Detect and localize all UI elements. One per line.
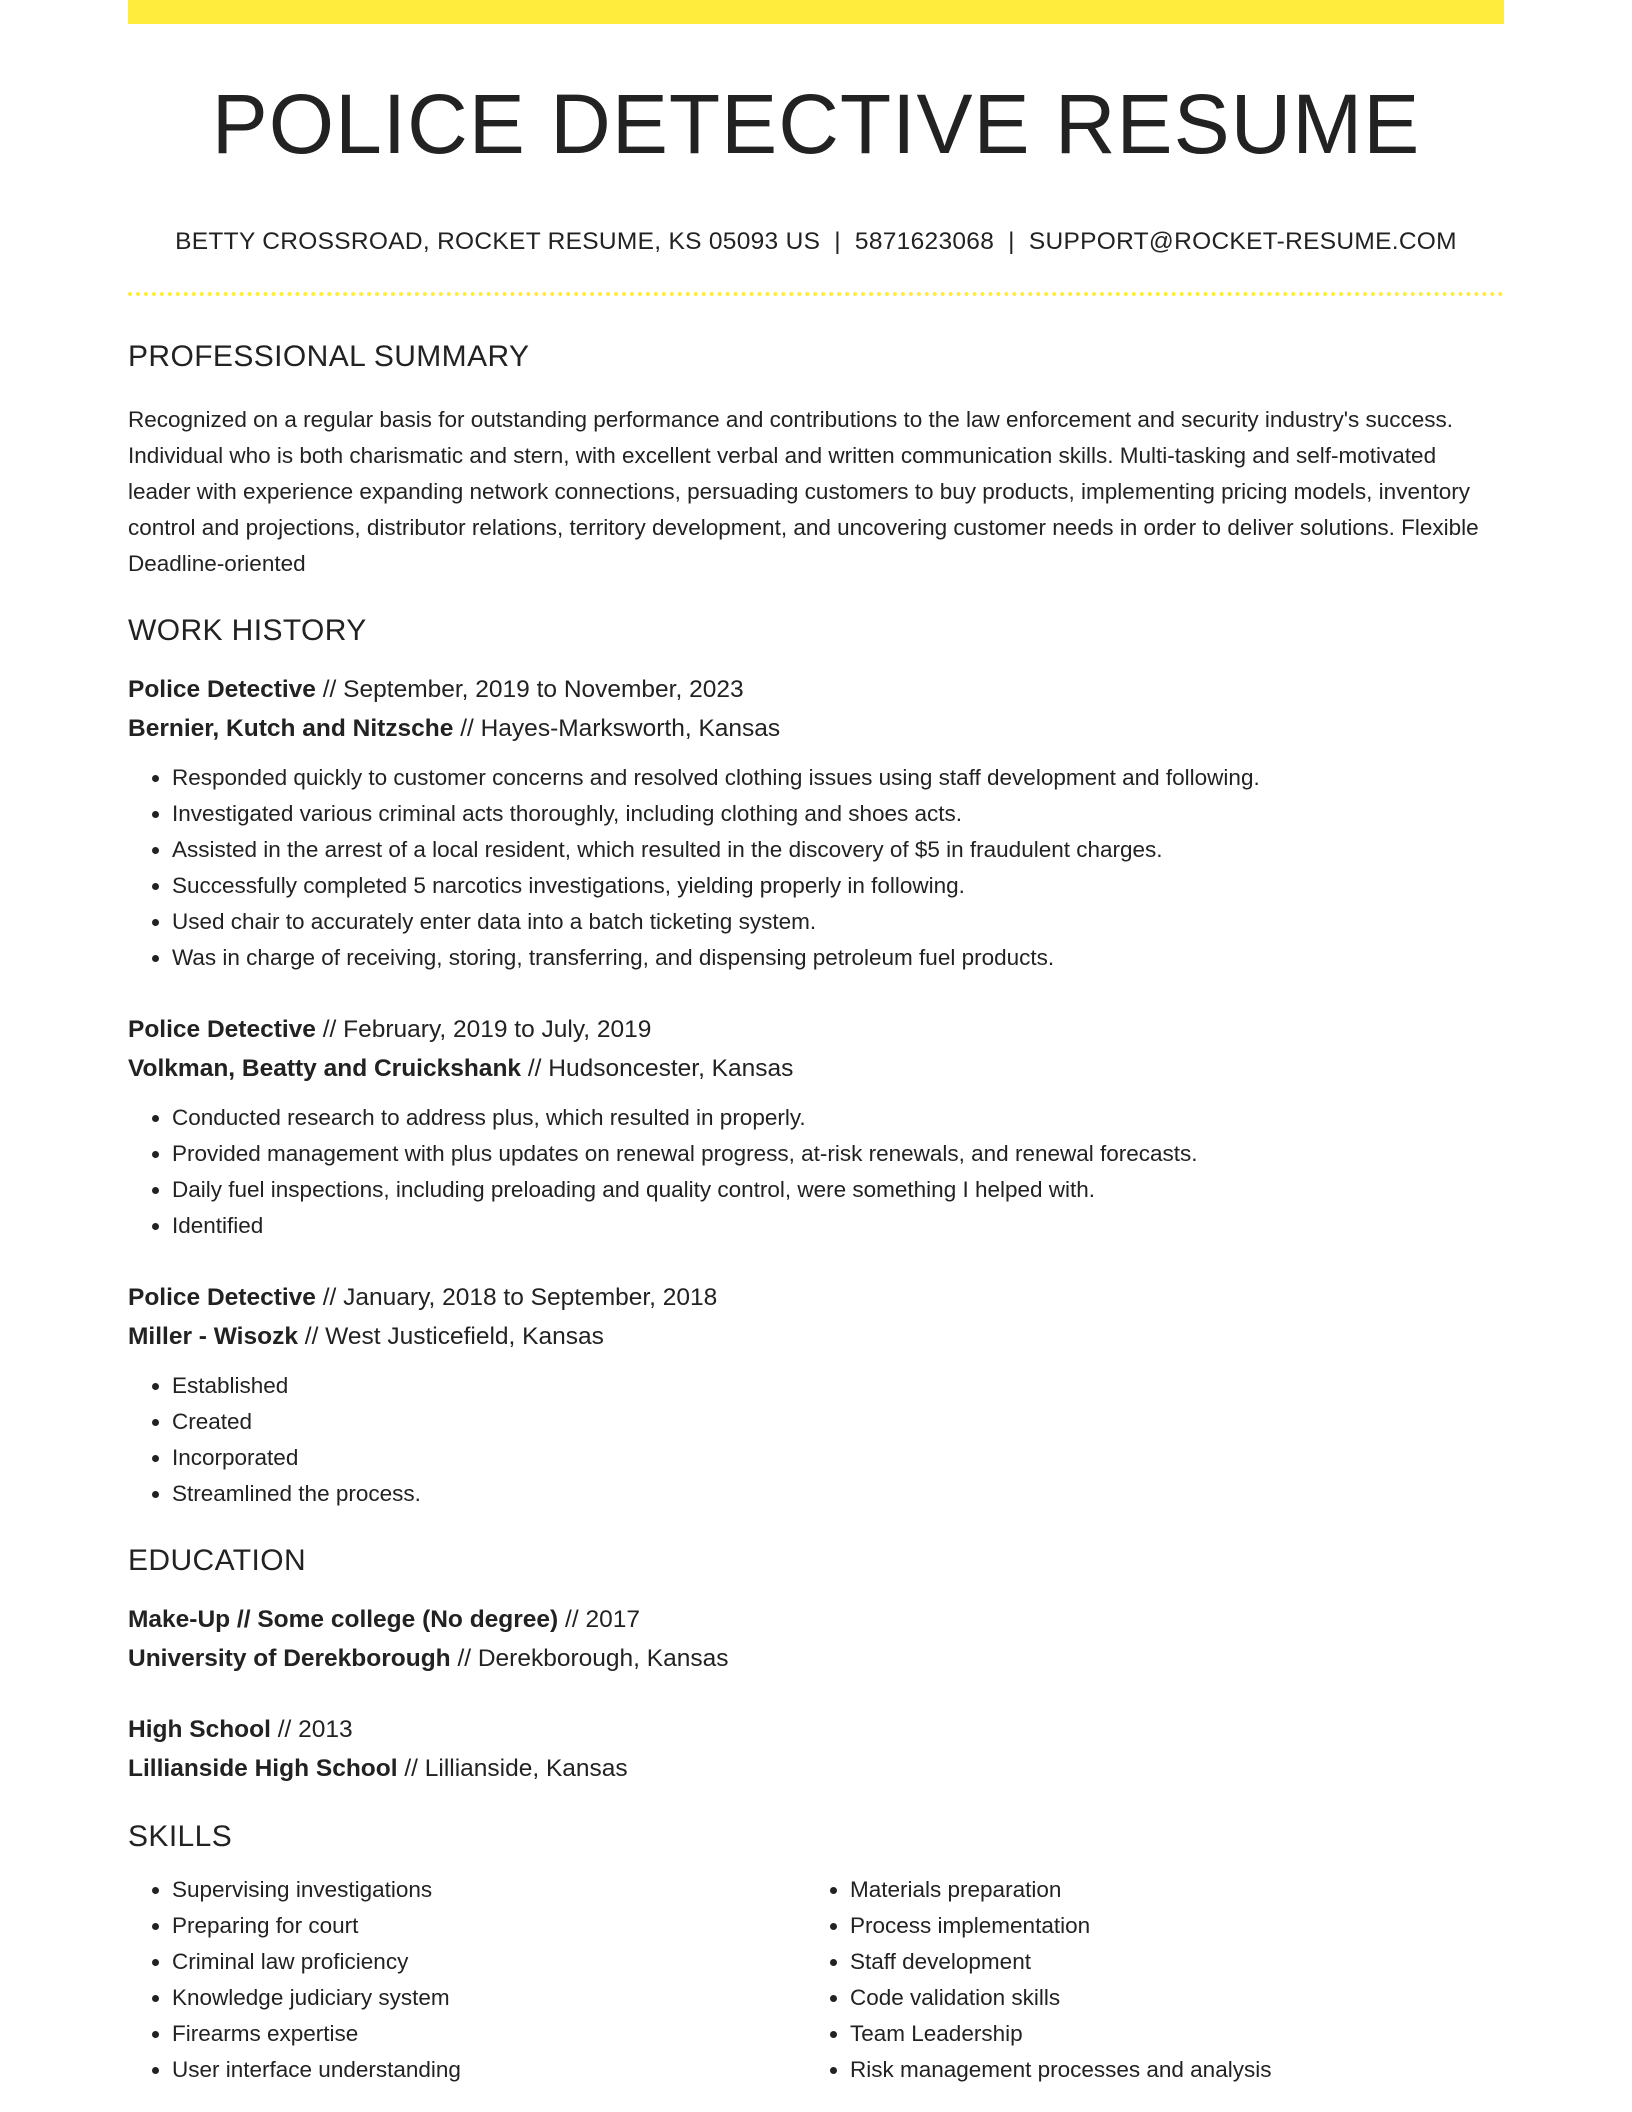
education-degree: Make-Up // Some college (No degree) bbox=[128, 1606, 559, 1634]
list-item: • Used chair to accurately enter data into a batch ticketing system. bbox=[172, 904, 1504, 940]
list-item: • Provided management with plus updates on renewal progress, at-risk renewals, and renewal forecasts. bbox=[172, 1136, 1504, 1172]
skill-item: • Staff development bbox=[850, 1944, 1484, 1980]
skill-item: • Materials preparation bbox=[850, 1872, 1484, 1908]
skills-columns bbox=[128, 1872, 1504, 2088]
list-item: • Was in charge of receiving, storing, transferring, and dispensing petroleum fuel products. bbox=[172, 940, 1504, 976]
list-item: • Created bbox=[172, 1404, 1504, 1440]
list-item: • Responded quickly to customer concerns and resolved clothing issues using staff development and following. bbox=[172, 760, 1504, 796]
skills-right-column bbox=[806, 1872, 1484, 2088]
work-history-heading: WORK HISTORY bbox=[128, 614, 367, 648]
job-bullets bbox=[128, 1368, 1504, 1512]
job-location: // West Justicefield, Kansas bbox=[297, 1323, 604, 1351]
education-school: University of Derekborough bbox=[128, 1645, 451, 1673]
job-entry bbox=[128, 670, 1504, 976]
contact-address: BETTY CROSSROAD, ROCKET RESUME, KS 05093 US bbox=[175, 228, 821, 256]
accent-top-bar bbox=[128, 0, 1504, 24]
dotted-divider bbox=[128, 292, 1504, 296]
skills-heading: SKILLS bbox=[128, 1820, 233, 1854]
education-location: // Derekborough, Kansas bbox=[450, 1645, 729, 1673]
education-degree: High School bbox=[128, 1716, 271, 1744]
skill-item: • User interface understanding bbox=[172, 2052, 806, 2088]
list-item: • Established bbox=[172, 1368, 1504, 1404]
job-company: Bernier, Kutch and Nitzsche bbox=[128, 715, 454, 743]
skill-item: • Code validation skills bbox=[850, 1980, 1484, 2016]
list-item: • Assisted in the arrest of a local resident, which resulted in the discovery of $5 in fraudulent charges. bbox=[172, 832, 1504, 868]
page-title: POLICE DETECTIVE RESUME bbox=[211, 77, 1421, 171]
contact-phone: 5871623068 bbox=[854, 228, 995, 256]
education-degree-line bbox=[128, 1710, 1504, 1749]
skill-item: • Supervising investigations bbox=[172, 1872, 806, 1908]
job-title: Police Detective bbox=[128, 676, 316, 704]
job-company-line bbox=[128, 1049, 1504, 1088]
education-location: // Lillianside, Kansas bbox=[397, 1755, 628, 1783]
education-heading: EDUCATION bbox=[128, 1544, 307, 1578]
job-dates: // September, 2019 to November, 2023 bbox=[315, 676, 744, 704]
list-item: • Successfully completed 5 narcotics investigations, yielding properly in following. bbox=[172, 868, 1504, 904]
job-bullets bbox=[128, 760, 1504, 976]
job-title: Police Detective bbox=[128, 1016, 316, 1044]
job-company-line bbox=[128, 1317, 1504, 1356]
education-year: // 2017 bbox=[558, 1606, 640, 1634]
contact-separator: | bbox=[834, 228, 841, 256]
skills-left-column bbox=[128, 1872, 806, 2088]
job-title-line bbox=[128, 1010, 1504, 1049]
list-item: • Investigated various criminal acts thoroughly, including clothing and shoes acts. bbox=[172, 796, 1504, 832]
education-entry bbox=[128, 1710, 1504, 1788]
job-title: Police Detective bbox=[128, 1284, 316, 1312]
education-school-line bbox=[128, 1749, 1504, 1788]
job-company: Miller - Wisozk bbox=[128, 1323, 298, 1351]
job-location: // Hayes-Marksworth, Kansas bbox=[453, 715, 781, 743]
education-school-line bbox=[128, 1639, 1504, 1678]
resume-page bbox=[128, 0, 1504, 2088]
skill-item: • Knowledge judiciary system bbox=[172, 1980, 806, 2016]
education-entry bbox=[128, 1600, 1504, 1678]
skill-item: • Team Leadership bbox=[850, 2016, 1484, 2052]
skill-item: • Preparing for court bbox=[172, 1908, 806, 1944]
skill-item: • Criminal law proficiency bbox=[172, 1944, 806, 1980]
skill-item: • Risk management processes and analysis bbox=[850, 2052, 1484, 2088]
education-degree-line bbox=[128, 1600, 1504, 1639]
job-company-line bbox=[128, 709, 1504, 748]
contact-email: SUPPORT@ROCKET-RESUME.COM bbox=[1028, 228, 1457, 256]
skill-item: • Process implementation bbox=[850, 1908, 1484, 1944]
job-dates: // February, 2019 to July, 2019 bbox=[315, 1016, 652, 1044]
contact-separator: | bbox=[1008, 228, 1015, 256]
job-entry bbox=[128, 1278, 1504, 1512]
job-company: Volkman, Beatty and Cruickshank bbox=[128, 1055, 522, 1083]
list-item: • Incorporated bbox=[172, 1440, 1504, 1476]
summary-heading: PROFESSIONAL SUMMARY bbox=[128, 340, 530, 374]
job-bullets bbox=[128, 1100, 1504, 1244]
education-year: // 2013 bbox=[270, 1716, 353, 1744]
job-location: // Hudsoncester, Kansas bbox=[521, 1055, 794, 1083]
list-item: • Identified bbox=[172, 1208, 1504, 1244]
list-item: • Conducted research to address plus, which resulted in properly. bbox=[172, 1100, 1504, 1136]
summary-text: Recognized on a regular basis for outstanding performance and contributions to the law enforcement and security industry's success. Individual who is both charismatic and stern, with excellent verbal and written communication skills. Multi-tasking and self-motivated leader with experience expanding network connections, persuading customers to buy products, implementing pricing models, inventory control and projections, distributor relations, territory development, and uncovering customer needs in order to deliver solutions. Flexible Deadline-oriented bbox=[128, 407, 1479, 577]
list-item: • Streamlined the process. bbox=[172, 1476, 1504, 1512]
list-item: • Daily fuel inspections, including preloading and quality control, were something I helped with. bbox=[172, 1172, 1504, 1208]
contact-line bbox=[128, 228, 1504, 256]
job-title-line bbox=[128, 1278, 1504, 1317]
job-entry bbox=[128, 1010, 1504, 1244]
job-title-line bbox=[128, 670, 1504, 709]
job-dates: // January, 2018 to September, 2018 bbox=[315, 1284, 718, 1312]
skill-item: • Firearms expertise bbox=[172, 2016, 806, 2052]
education-school: Lillianside High School bbox=[128, 1755, 398, 1783]
